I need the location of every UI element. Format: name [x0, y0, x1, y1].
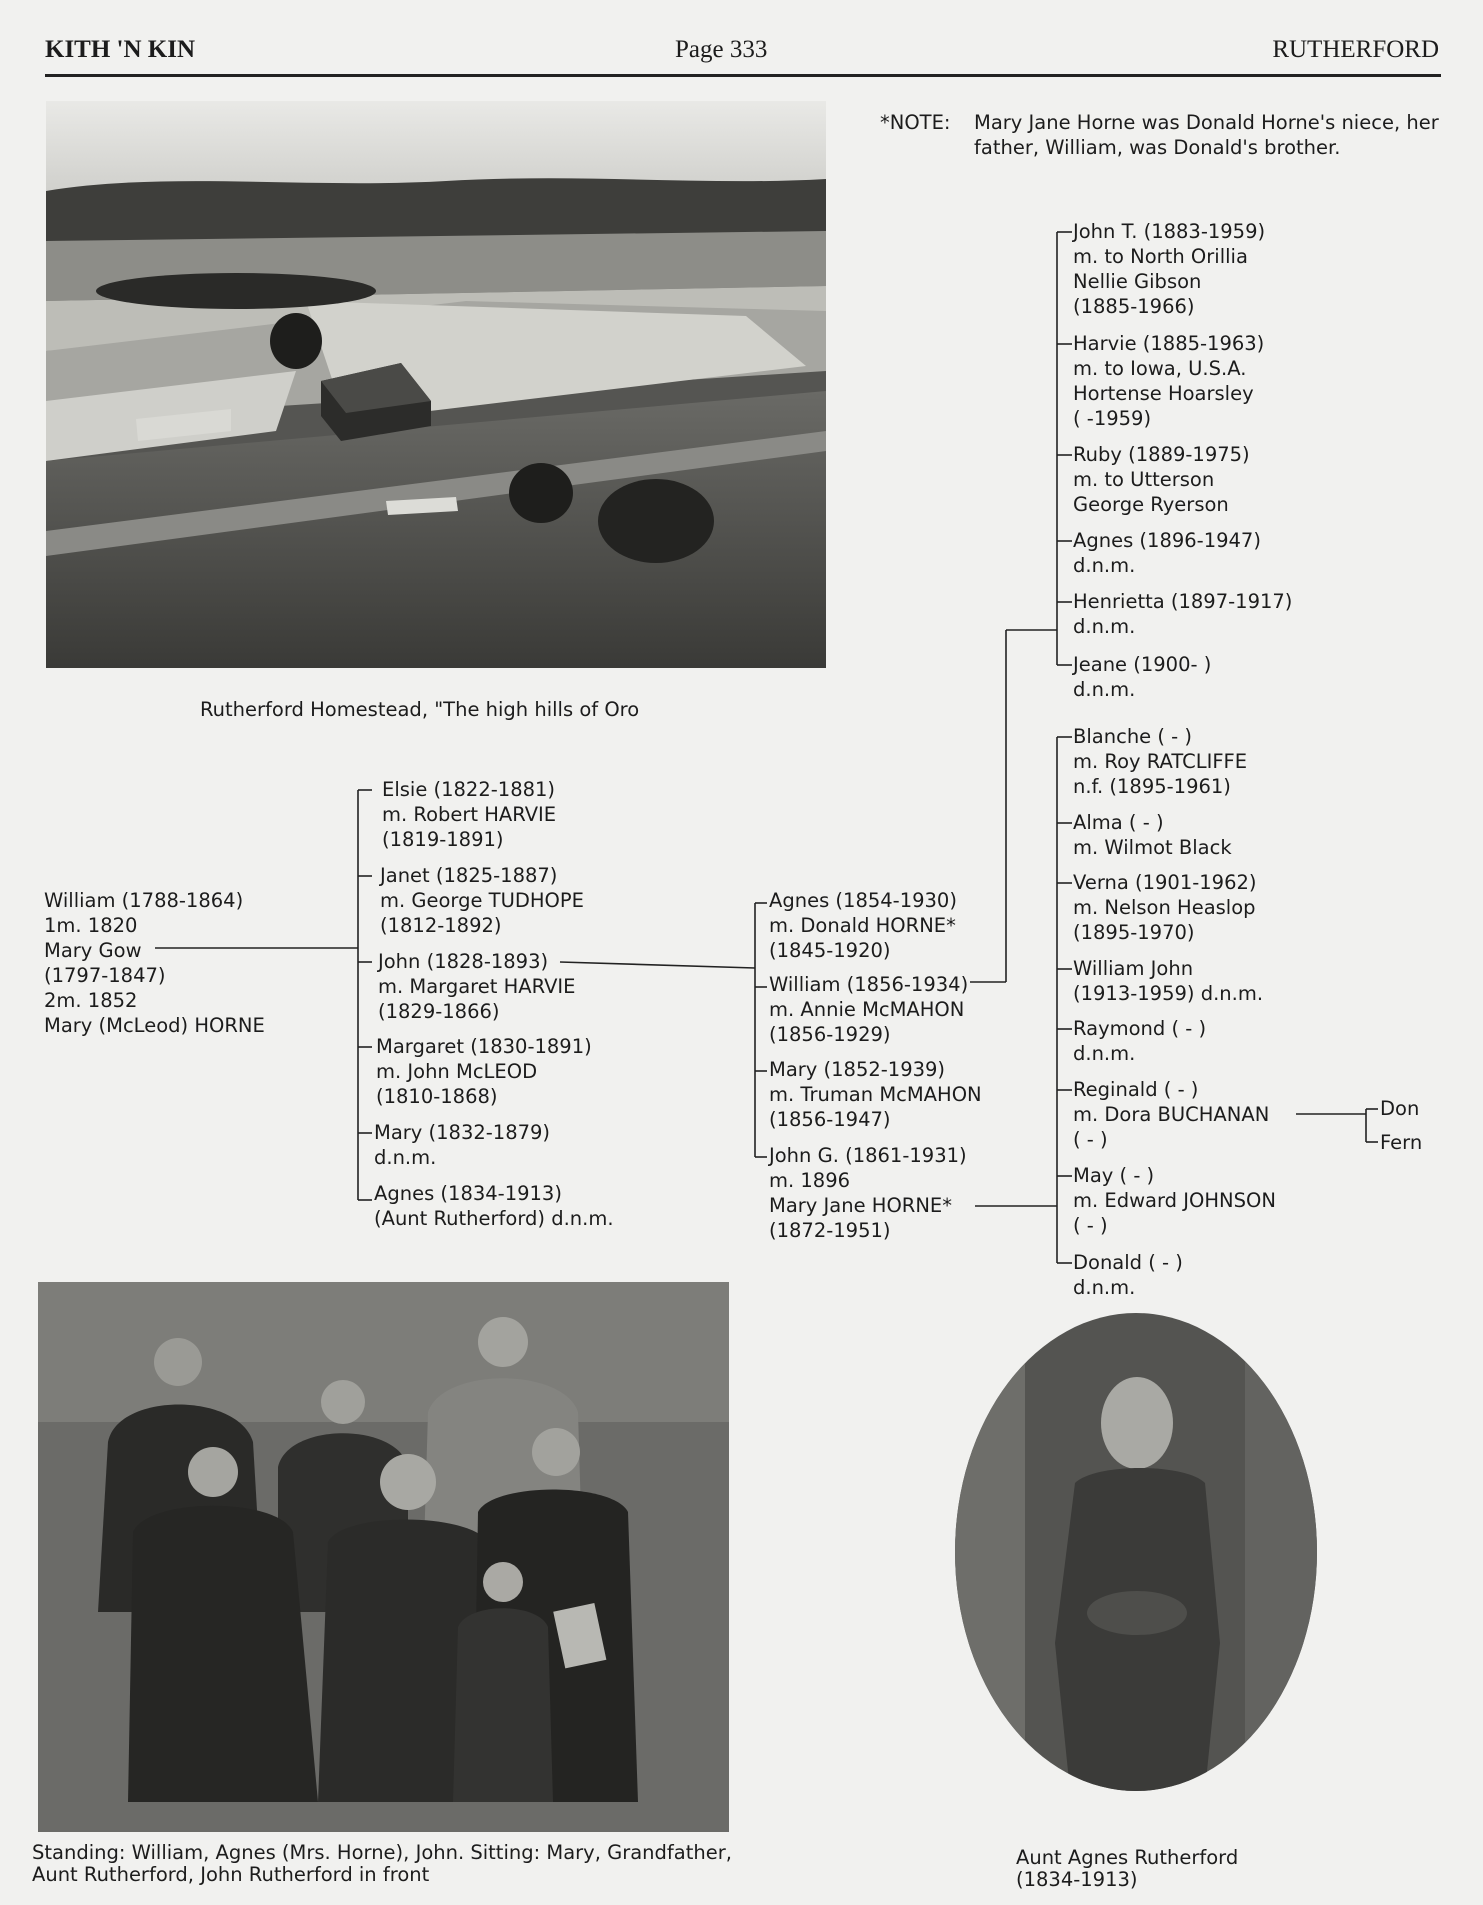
tree-gen3-agnes [769, 888, 957, 963]
tree-gen2-elsie [382, 777, 556, 852]
person-line: May ( - ) [1073, 1164, 1155, 1187]
person-line: Margaret (1830-1891) [376, 1035, 592, 1058]
person-line: (Aunt Rutherford) d.n.m. [374, 1207, 614, 1230]
person-line: ( - ) [1073, 1128, 1108, 1151]
tree-gen2-janet [380, 863, 584, 938]
person-line: (1810-1868) [376, 1085, 498, 1108]
person-line: Agnes (1896-1947) [1073, 529, 1261, 552]
tree-gen4-raymond [1073, 1016, 1206, 1066]
person-line: Verna (1901-1962) [1073, 871, 1257, 894]
tree-gen5-fern: Fern [1380, 1131, 1423, 1154]
person-line: Janet (1825-1887) [380, 864, 558, 887]
person-line: m. to Utterson [1073, 468, 1215, 491]
tree-gen3-mary [769, 1057, 982, 1132]
person-line: m. Annie McMAHON [769, 998, 965, 1021]
root-line: Mary Gow [44, 939, 142, 962]
tree-gen4-william-john [1073, 956, 1263, 1006]
person-line: m. to North Orillia [1073, 245, 1248, 268]
person-line: Mary (1852-1939) [769, 1058, 946, 1081]
person-line: Agnes (1834-1913) [374, 1182, 562, 1205]
running-header-title: KITH 'N KIN [45, 36, 196, 63]
person-line: Mary (1832-1879) [374, 1121, 551, 1144]
person-line: (1895-1970) [1073, 921, 1195, 944]
tree-gen4-john-t [1073, 219, 1265, 319]
person-line: (1856-1929) [769, 1023, 891, 1046]
tree-gen4-agnes [1073, 528, 1261, 578]
person-line: m. Robert HARVIE [382, 803, 557, 826]
person-line: m. Dora BUCHANAN [1073, 1103, 1270, 1126]
homestead-caption: Rutherford Homestead, "The high hills of Oro [200, 698, 640, 721]
person-line: d.n.m. [1073, 1042, 1136, 1065]
group-caption-line-1: Standing: William, Agnes (Mrs. Horne), John. Sitting: Mary, Grandfather, [32, 1841, 732, 1864]
person-line: John T. (1883-1959) [1073, 220, 1266, 243]
person-line: John (1828-1893) [378, 950, 549, 973]
group-photo-caption [32, 1842, 732, 1886]
person-line: (1872-1951) [769, 1219, 891, 1242]
note-line-1: Mary Jane Horne was Donald Horne's niece, her [974, 111, 1439, 134]
person-line: (1913-1959) d.n.m. [1073, 982, 1264, 1005]
group-photo [38, 1282, 729, 1832]
person-line: Harvie (1885-1963) [1073, 332, 1265, 355]
person-line: m. Nelson Heaslop [1073, 896, 1256, 919]
person-line: William (1856-1934) [769, 973, 969, 996]
note [880, 110, 1439, 160]
aunt-caption-line-1: Aunt Agnes Rutherford [1016, 1846, 1239, 1869]
tree-gen3-william [769, 972, 968, 1047]
tree-gen2-mary [374, 1120, 550, 1170]
person-line: Elsie (1822-1881) [382, 778, 556, 801]
person-line: (1856-1947) [769, 1108, 891, 1131]
person-line: William John [1073, 957, 1194, 980]
note-label: *NOTE: [880, 111, 951, 134]
person-line: (1845-1920) [769, 939, 891, 962]
tree-gen2-agnes [374, 1181, 614, 1231]
root-line: Mary (McLeod) HORNE [44, 1014, 265, 1037]
person-line: d.n.m. [1073, 678, 1136, 701]
person-line: m. Wilmot Black [1073, 836, 1232, 859]
person-line: Nellie Gibson [1073, 270, 1202, 293]
person-line: d.n.m. [374, 1146, 437, 1169]
root-line: William (1788-1864) [44, 889, 244, 912]
person-line: Agnes (1854-1930) [769, 889, 957, 912]
person-line: m. to Iowa, U.S.A. [1073, 357, 1247, 380]
aunt-agnes-portrait [955, 1313, 1317, 1791]
tree-gen4-blanche [1073, 724, 1247, 799]
person-line: Mary Jane HORNE* [769, 1194, 953, 1217]
person-line: m. George TUDHOPE [380, 889, 584, 912]
tree-gen4-alma [1073, 810, 1232, 860]
tree-gen4-donald [1073, 1250, 1183, 1300]
page-number: Page 333 [675, 36, 768, 63]
person-line: John G. (1861-1931) [769, 1144, 967, 1167]
root-line: 2m. 1852 [44, 989, 138, 1012]
tree-gen4-harvie [1073, 331, 1264, 431]
person-line: m. 1896 [769, 1169, 851, 1192]
person-line: m. Roy RATCLIFFE [1073, 750, 1248, 773]
tree-gen4-reginald [1073, 1077, 1269, 1152]
person-line: Donald ( - ) [1073, 1251, 1183, 1274]
person-line: m. Margaret HARVIE [378, 975, 576, 998]
aunt-caption-line-2: (1834-1913) [1016, 1868, 1138, 1891]
note-line-2: father, William, was Donald's brother. [974, 136, 1341, 159]
person-line: Ruby (1889-1975) [1073, 443, 1250, 466]
running-header-family: RUTHERFORD [1272, 36, 1439, 63]
tree-root-william [44, 888, 265, 1038]
person-line: d.n.m. [1073, 554, 1136, 577]
header-rule [45, 74, 1441, 77]
person-line: m. Edward JOHNSON [1073, 1189, 1276, 1212]
person-line: ( -1959) [1073, 407, 1152, 430]
homestead-photo [46, 101, 826, 668]
person-line: m. Truman McMAHON [769, 1083, 982, 1106]
person-line: ( - ) [1073, 1214, 1108, 1237]
root-line: (1797-1847) [44, 964, 166, 987]
person-line: Reginald ( - ) [1073, 1078, 1199, 1101]
person-line: d.n.m. [1073, 615, 1136, 638]
tree-gen4-ruby [1073, 442, 1250, 517]
person-line: m. Donald HORNE* [769, 914, 956, 937]
tree-gen4-jeane [1073, 652, 1211, 702]
group-caption-line-2: Aunt Rutherford, John Rutherford in front [32, 1863, 430, 1886]
person-line: n.f. (1895-1961) [1073, 775, 1231, 798]
person-line: Alma ( - ) [1073, 811, 1164, 834]
person-line: d.n.m. [1073, 1276, 1136, 1299]
person-line: Blanche ( - ) [1073, 725, 1193, 748]
tree-gen3-john-g [769, 1143, 967, 1243]
tree-gen2-margaret [376, 1034, 592, 1109]
person-line: Henrietta (1897-1917) [1073, 590, 1293, 613]
tree-gen4-verna [1073, 870, 1257, 945]
person-line: m. John McLEOD [376, 1060, 538, 1083]
person-line: (1885-1966) [1073, 295, 1195, 318]
person-line: (1819-1891) [382, 828, 504, 851]
person-line: George Ryerson [1073, 493, 1229, 516]
root-line: 1m. 1820 [44, 914, 138, 937]
tree-gen2-john [378, 949, 576, 1024]
person-line: Jeane (1900- ) [1073, 653, 1212, 676]
aunt-agnes-caption [1016, 1847, 1238, 1891]
tree-gen4-may [1073, 1163, 1276, 1238]
person-line: Hortense Hoarsley [1073, 382, 1254, 405]
tree-gen4-henrietta [1073, 589, 1292, 639]
person-line: (1829-1866) [378, 1000, 500, 1023]
person-line: (1812-1892) [380, 914, 502, 937]
person-line: Raymond ( - ) [1073, 1017, 1207, 1040]
tree-gen5-don: Don [1380, 1097, 1420, 1120]
